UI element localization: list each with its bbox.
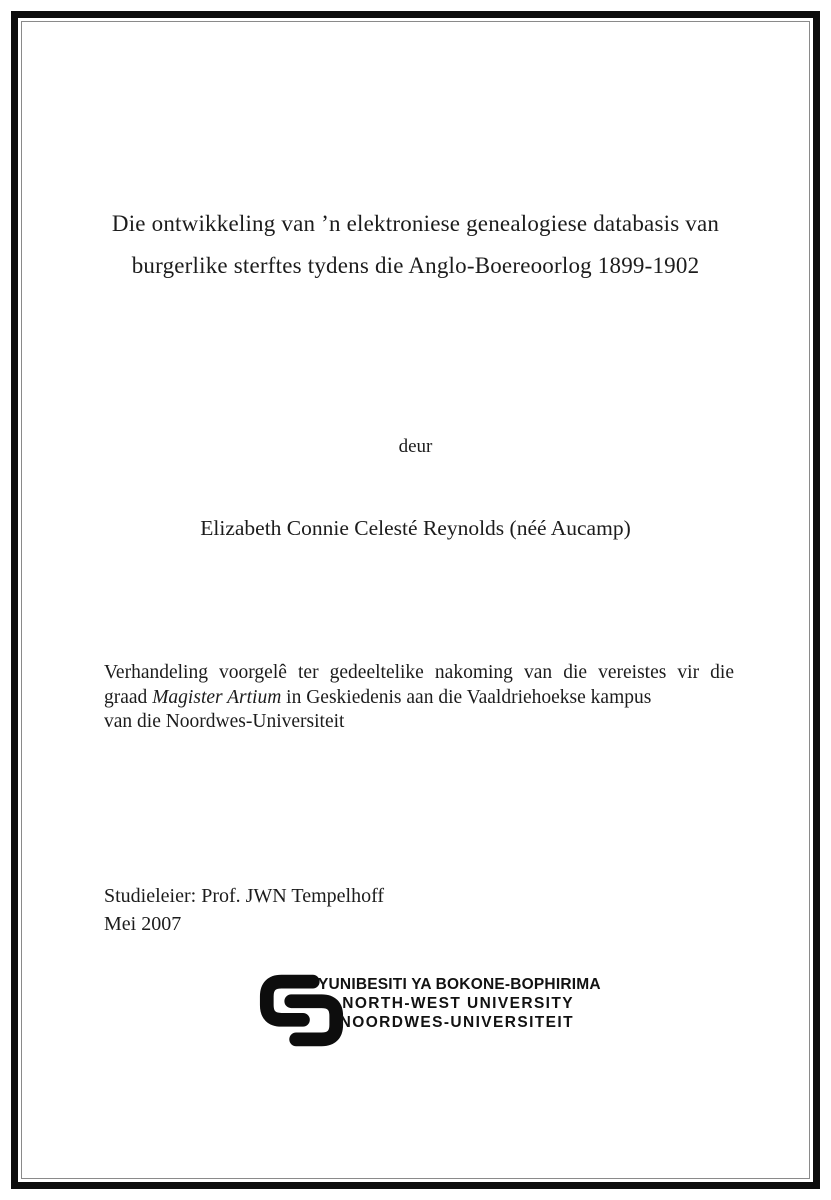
university-logo-text: [318, 975, 601, 1032]
logo-line-afrikaans: NOORDWES-UNIVERSITEIT: [339, 1014, 574, 1031]
degree-statement: [104, 661, 734, 735]
degree-statement-line2-after: in Geskiedenis aan die Vaaldriehoekse kampus: [281, 686, 652, 708]
logo-line-english: NORTH-WEST UNIVERSITY: [342, 995, 574, 1012]
author-name: Elizabeth Connie Celesté Reynolds (néé Aucamp): [200, 516, 631, 540]
degree-statement-line2-before: graad: [104, 686, 153, 708]
logo-line-setswana: YUNIBESITI YA BOKONE-BOPHIRIMA: [318, 976, 601, 993]
supervisor-block: [104, 883, 384, 938]
byline-label: deur: [398, 436, 433, 457]
degree-statement-line3: van die Noordwes-Universiteit: [104, 711, 345, 733]
supervisor-line: Studieleier: Prof. JWN Tempelhoff: [104, 885, 385, 907]
thesis-title: [50, 203, 781, 287]
university-logo: [257, 972, 601, 1052]
degree-name: Magister Artium: [152, 686, 282, 708]
degree-statement-line2: [104, 686, 734, 711]
date-line: Mei 2007: [104, 912, 182, 935]
thesis-title-line2: burgerlike sterftes tydens die Anglo-Boereoorlog 1899-1902: [131, 253, 700, 278]
degree-statement-line1: Verhandeling voorgelê ter gedeeltelike nakoming van die vereistes vir die: [104, 662, 734, 683]
thesis-title-line1: Die ontwikkeling van ’n elektroniese genealogiese databasis van: [111, 211, 720, 236]
